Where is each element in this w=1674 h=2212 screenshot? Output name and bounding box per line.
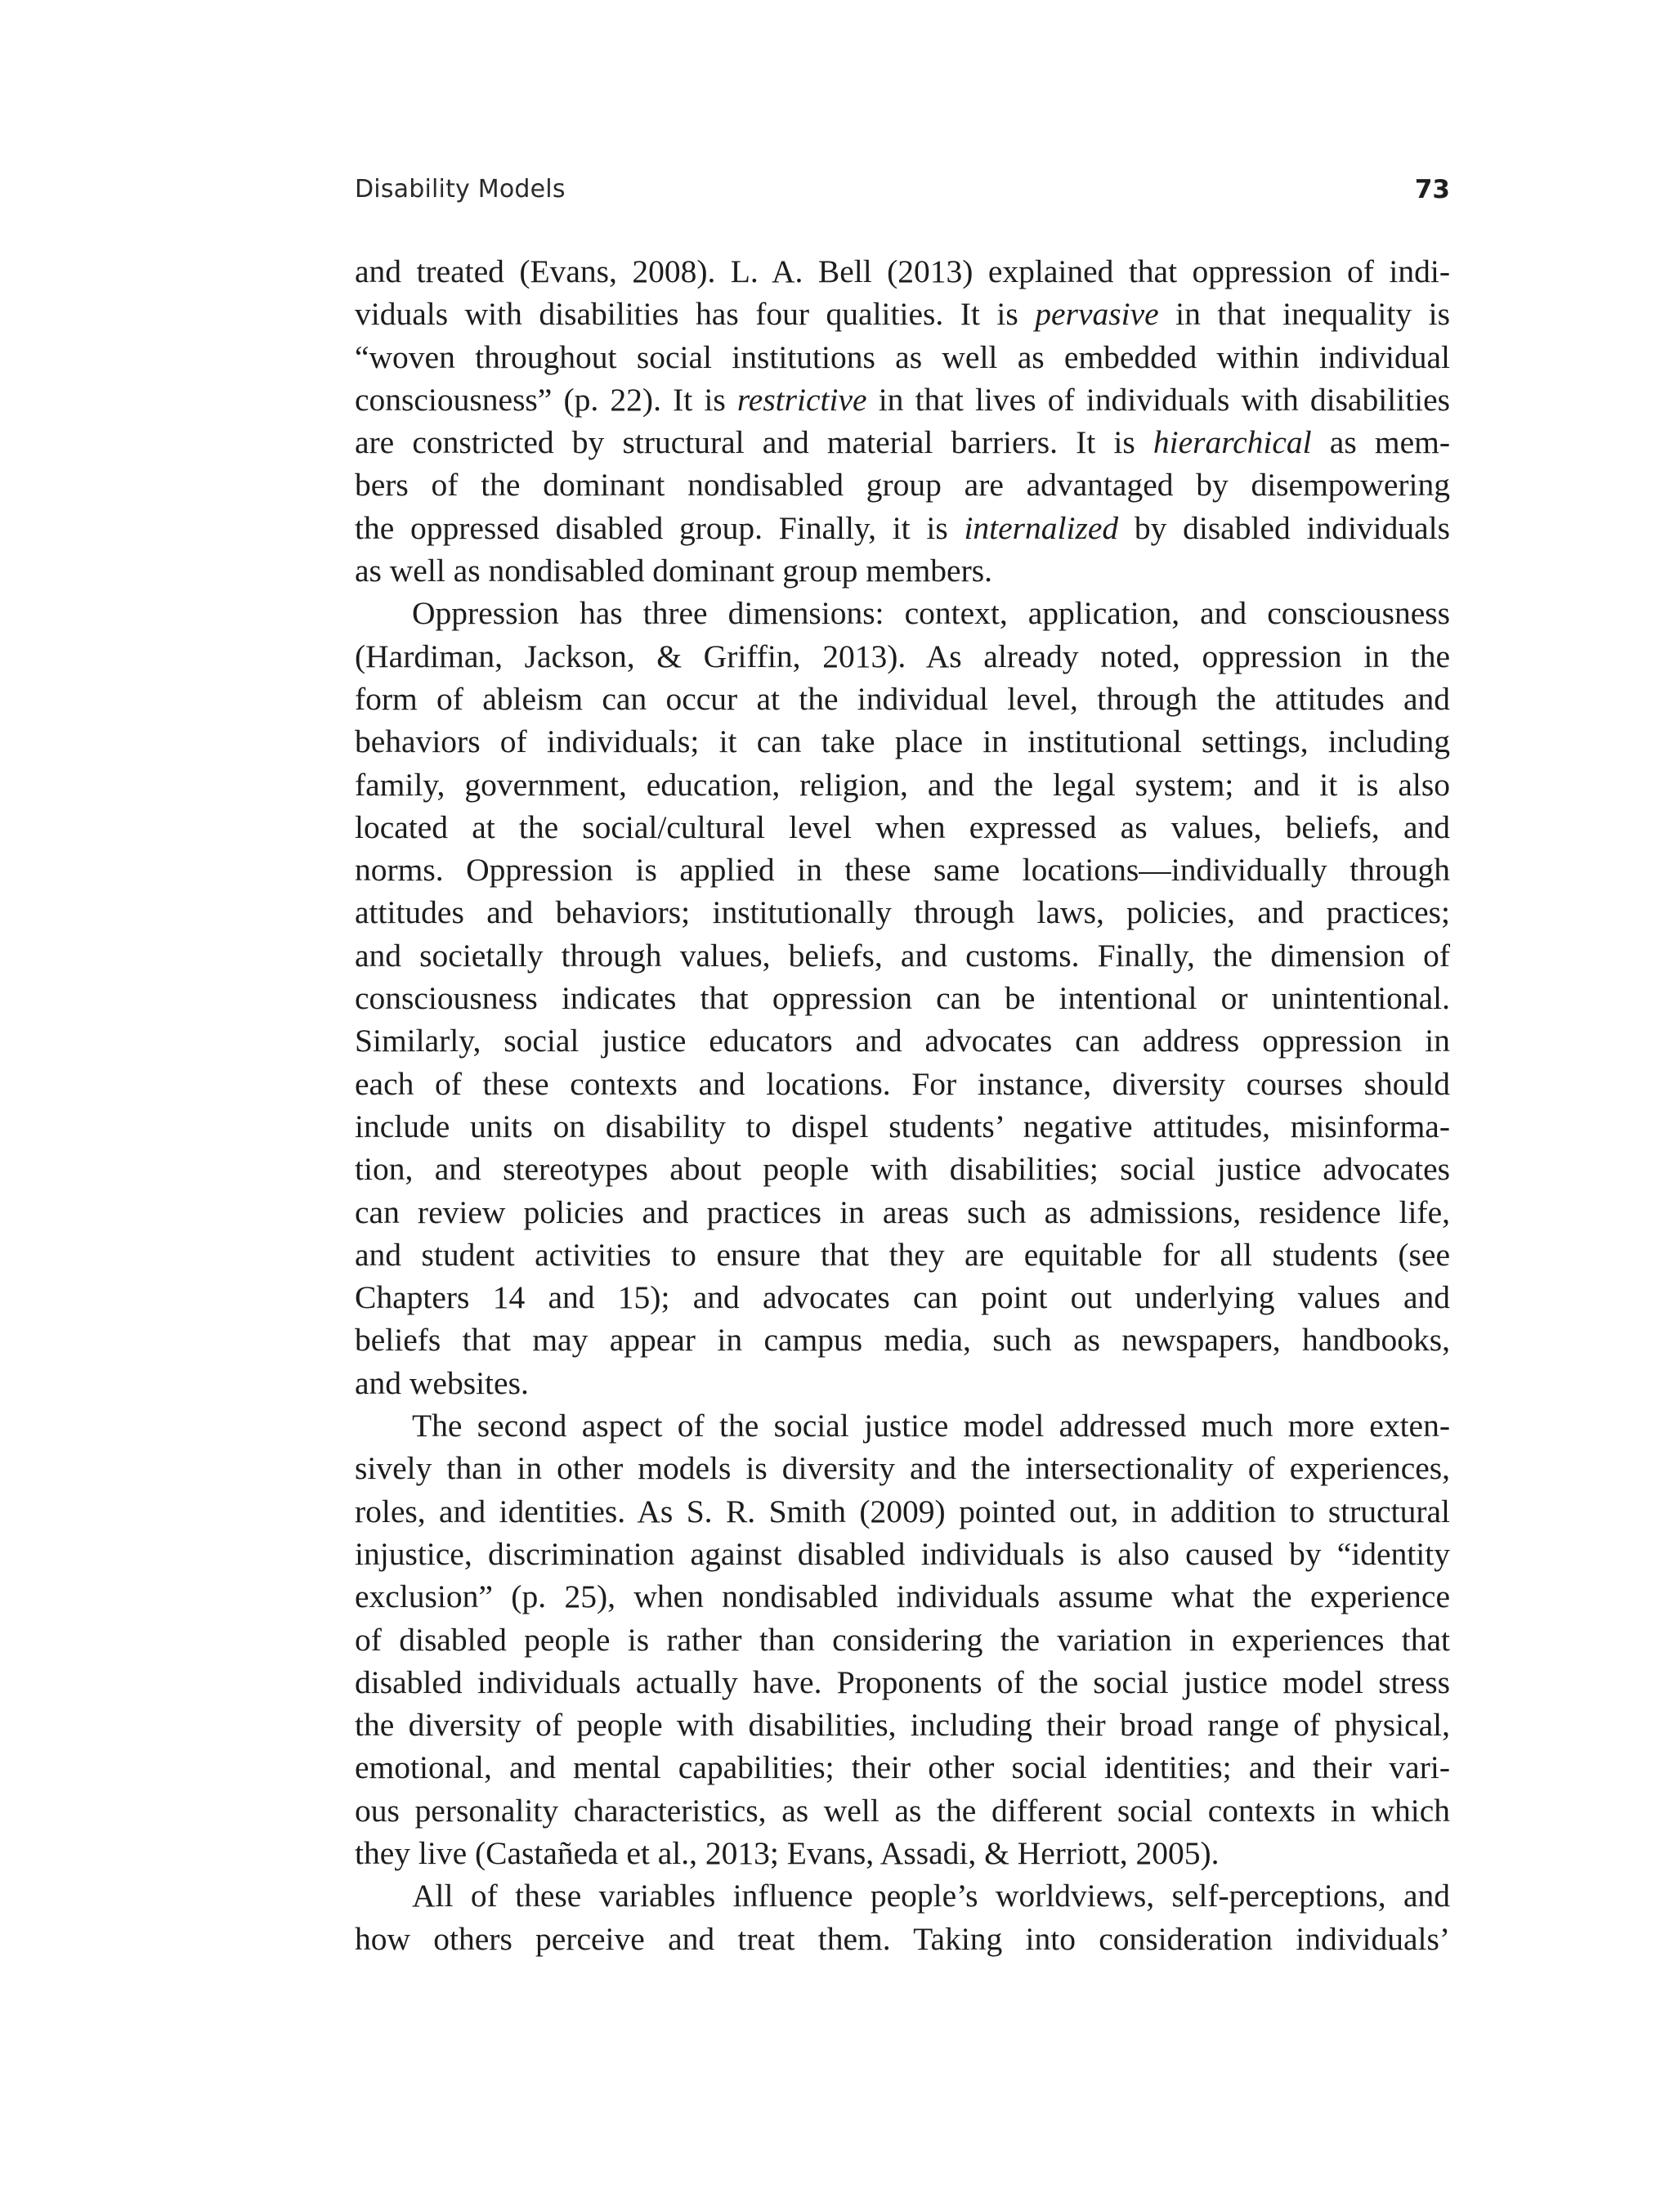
- text-line: they live (Castañeda et al., 2013; Evans, Assadi, & Herriott, 2005).: [355, 1834, 1220, 1871]
- text-line: located at the social/cultural level when expressed as values, beliefs, and: [355, 808, 1450, 845]
- text-line: “woven throughout social institutions as well as embedded within individual: [355, 338, 1450, 375]
- text-line: as well as nondisabled dominant group members.: [355, 553, 992, 589]
- emphasis: restrictive: [736, 381, 867, 418]
- text-line: include units on disability to dispel students’ negative attitudes, misinforma-: [355, 1108, 1450, 1144]
- text-line: Oppression has three dimensions: context, application, and consciousness: [412, 595, 1450, 632]
- page-number: 73: [1414, 175, 1450, 204]
- text-line: roles, and identities. As S. R. Smith (2009) pointed out, in addition to structural: [355, 1493, 1450, 1529]
- paragraph: [355, 1404, 1450, 1874]
- text-line: attitudes and behaviors; institutionally through laws, policies, and practices;: [355, 894, 1450, 931]
- text-line: how others perceive and treat them. Taking into consideration individuals’: [355, 1920, 1450, 1957]
- text-line: bers of the dominant nondisabled group are advantaged by disempowering: [355, 467, 1450, 504]
- text-line: and student activities to ensure that they are equitable for all students (see: [355, 1236, 1450, 1273]
- running-title: Disability Models: [355, 175, 566, 204]
- text-line: and societally through values, beliefs, and customs. Finally, the dimension of: [355, 937, 1450, 974]
- text-line: tion, and stereotypes about people with disabilities; social justice advocates: [355, 1151, 1450, 1188]
- paragraph: [355, 592, 1450, 1404]
- text-line: The second aspect of the social justice model addressed much more exten-: [412, 1408, 1450, 1444]
- text-line: consciousness indicates that oppression can be intentional or unintentional.: [355, 980, 1450, 1017]
- text-line: ous personality characteristics, as well as the different social contexts in which: [355, 1792, 1450, 1829]
- running-head: [355, 175, 1450, 216]
- text-line: disabled individuals actually have. Proponents of the social justice model stress: [355, 1663, 1450, 1700]
- text-line: form of ableism can occur at the individual level, through the attitudes and: [355, 680, 1450, 717]
- text-line: consciousness” (p. 22). It is restrictive in that lives of individuals with disabilities: [355, 381, 1450, 418]
- text-line: beliefs that may appear in campus media, such as newspapers, handbooks,: [355, 1322, 1450, 1359]
- text-line: emotional, and mental capabilities; their other social identities; and their vari-: [355, 1749, 1450, 1786]
- text-line: Chapters 14 and 15); and advocates can point out underlying values and: [355, 1279, 1450, 1316]
- paragraph: [355, 250, 1450, 592]
- text-line: injustice, discrimination against disabled individuals is also caused by “identity: [355, 1535, 1450, 1572]
- text-line: are constricted by structural and material barriers. It is hierarchical as mem-: [355, 424, 1450, 461]
- text-line: norms. Oppression is applied in these same locations—individually through: [355, 852, 1450, 889]
- text-line: the oppressed disabled group. Finally, it is internalized by disabled individuals: [355, 509, 1450, 546]
- text-line: and treated (Evans, 2008). L. A. Bell (2013) explained that oppression of indi-: [355, 253, 1450, 289]
- text-line: each of these contexts and locations. For instance, diversity courses should: [355, 1065, 1450, 1102]
- text-line: All of these variables influence people’s worldviews, self-perceptions, and: [412, 1878, 1450, 1914]
- text-line: viduals with disabilities has four qualities. It is pervasive in that inequality is: [355, 296, 1451, 333]
- text-line: exclusion” (p. 25), when nondisabled individuals assume what the experience: [355, 1578, 1450, 1615]
- text-line: Similarly, social justice educators and advocates can address oppression in: [355, 1023, 1450, 1059]
- paragraph: [355, 1874, 1450, 1960]
- text-line: can review policies and practices in areas such as admissions, residence life,: [355, 1193, 1450, 1230]
- text-line: (Hardiman, Jackson, & Griffin, 2013). As already noted, oppression in the: [355, 638, 1450, 674]
- emphasis: pervasive: [1035, 296, 1159, 333]
- body-text: [355, 250, 1450, 1960]
- text-line: and websites.: [355, 1364, 529, 1401]
- text-line: of disabled people is rather than considering the variation in experiences that: [355, 1621, 1450, 1658]
- emphasis: internalized: [964, 509, 1119, 546]
- text-line: family, government, education, religion, and the legal system; and it is also: [355, 766, 1450, 803]
- text-line: behaviors of individuals; it can take place in institutional settings, including: [355, 723, 1450, 760]
- text-line: sively than in other models is diversity and the intersectionality of experiences,: [355, 1450, 1450, 1487]
- text-line: the diversity of people with disabilities, including their broad range of physical,: [355, 1707, 1450, 1744]
- emphasis: hierarchical: [1153, 424, 1312, 461]
